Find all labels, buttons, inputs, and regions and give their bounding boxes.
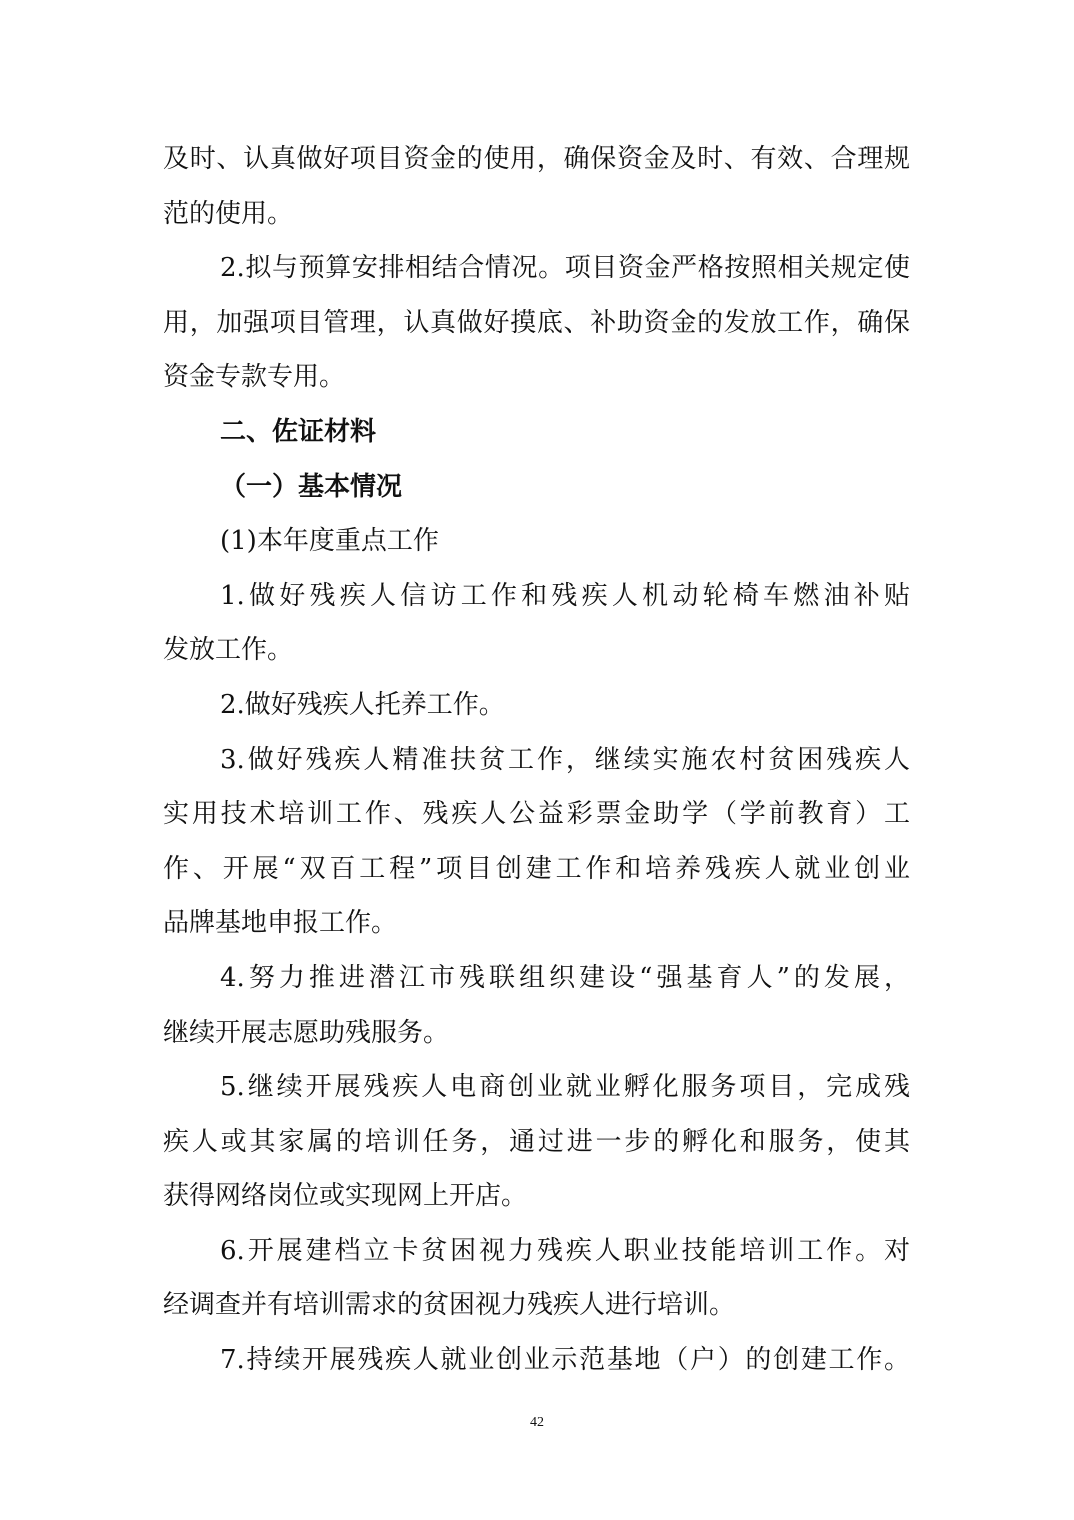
text-line: 范的使用。 bbox=[163, 198, 294, 229]
body-text bbox=[163, 132, 910, 1388]
page-number: 42 bbox=[530, 1415, 544, 1430]
text-line: 及时、认真做好项目资金的使用，确保资金及时、有效、合理规 bbox=[163, 144, 910, 174]
text-line: 继续开展志愿助残服务。 bbox=[163, 1017, 450, 1048]
text-line: 资金专款专用。 bbox=[163, 362, 346, 393]
text-line: 6.开展建档立卡贫困视力残疾人职业技能培训工作。对 bbox=[220, 1235, 910, 1266]
text-line: 4.努力推进潜江市残联组织建设“强基育人”的发展， bbox=[220, 962, 910, 993]
text-line: 作、开展“双百工程”项目创建工作和培养残疾人就业创业 bbox=[163, 853, 910, 884]
text-line: 疾人或其家属的培训任务，通过进一步的孵化和服务，使其 bbox=[163, 1126, 910, 1157]
text-line: 发放工作。 bbox=[163, 635, 294, 666]
item-heading: (1)本年度重点工作 bbox=[220, 526, 439, 557]
text-line: 1.做好残疾人信访工作和残疾人机动轮椅车燃油补贴 bbox=[220, 580, 910, 611]
text-line: 品牌基地申报工作。 bbox=[163, 908, 398, 939]
subsection-heading: （一）基本情况 bbox=[220, 471, 403, 502]
text-line: 7.持续开展残疾人就业创业示范基地（户）的创建工作。 bbox=[220, 1345, 910, 1376]
text-line: 经调查并有培训需求的贫困视力残疾人进行培训。 bbox=[163, 1290, 736, 1321]
text-line: 获得网络岗位或实现网上开店。 bbox=[163, 1181, 528, 1212]
section-heading: 二、佐证材料 bbox=[220, 416, 377, 447]
text-line: 2.拟与预算安排相结合情况。项目资金严格按照相关规定使 bbox=[220, 253, 910, 284]
text-line: 用，加强项目管理，认真做好摸底、补助资金的发放工作，确保 bbox=[163, 307, 910, 338]
text-line: 实用技术培训工作、残疾人公益彩票金助学（学前教育）工 bbox=[163, 799, 910, 830]
text-line: 3.做好残疾人精准扶贫工作，继续实施农村贫困残疾人 bbox=[220, 744, 910, 775]
text-line: 5.继续开展残疾人电商创业就业孵化服务项目，完成残 bbox=[220, 1072, 910, 1103]
text-line: 2.做好残疾人托养工作。 bbox=[220, 689, 505, 720]
